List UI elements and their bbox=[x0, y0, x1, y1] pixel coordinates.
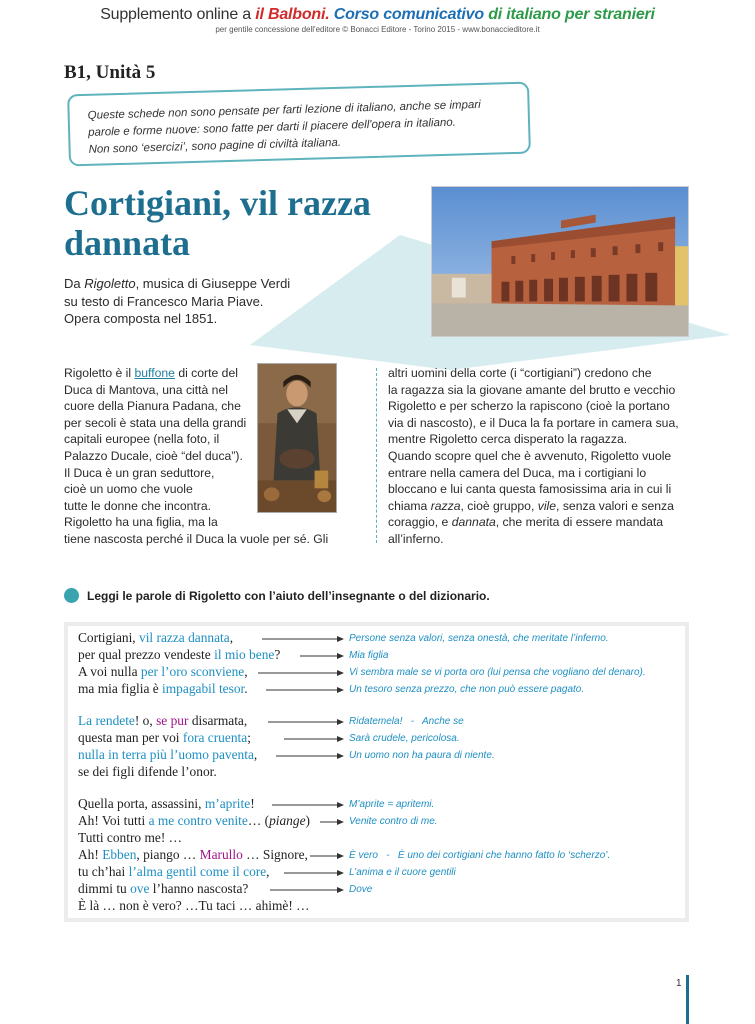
text-fragment: A voi nulla bbox=[78, 664, 138, 679]
text-fragment: per qual prezzo vendeste bbox=[78, 647, 211, 662]
arrow-icon bbox=[320, 818, 344, 826]
lyric-line bbox=[78, 630, 233, 646]
lyric-line: se dei figli difende l’onor. bbox=[78, 764, 217, 779]
text-fragment: dannata bbox=[451, 515, 496, 530]
palazzo-ducale-photo bbox=[431, 186, 689, 337]
story-line: Quando scopre quel che è avvenuto, Rigoletto vuole bbox=[388, 448, 672, 463]
highlighted-phrase: il mio bene bbox=[214, 647, 275, 662]
text-fragment: … ( bbox=[247, 813, 270, 828]
publisher-credit: per gentile concessione dell'editore © Bonacci Editore - Torino 2015 - www.bonaccieditore.it bbox=[215, 25, 540, 34]
arrow-icon bbox=[272, 801, 344, 809]
highlighted-phrase: a me contro venite bbox=[148, 813, 248, 828]
instruction-text: Leggi le parole di Rigoletto con l’aiuto dell’insegnante o del dizionario. bbox=[87, 588, 490, 603]
highlighted-phrase: ove bbox=[130, 881, 150, 896]
supplement-line bbox=[0, 6, 755, 24]
gloss-text: L’anima e il cuore gentili bbox=[349, 867, 456, 878]
lyric-line bbox=[78, 847, 308, 863]
lyric-line bbox=[78, 813, 310, 829]
text-fragment: , bbox=[244, 664, 248, 679]
page-marker-bar bbox=[686, 975, 689, 1024]
text-fragment: ma mia figlia è bbox=[78, 681, 159, 696]
arrow-icon bbox=[262, 635, 344, 643]
text-fragment: ) bbox=[305, 813, 310, 828]
story-line bbox=[64, 365, 254, 382]
gloss-text: M’aprite = apritemi. bbox=[349, 799, 435, 810]
unit-label: B1, Unità 5 bbox=[64, 62, 156, 83]
lyric-line bbox=[78, 730, 251, 746]
highlighted-phrase: vil razza dannata bbox=[139, 630, 230, 645]
text-fragment: ; bbox=[247, 730, 251, 745]
lyric-line bbox=[78, 796, 255, 812]
story-line bbox=[388, 514, 688, 531]
text-fragment: . bbox=[244, 681, 248, 696]
gloss-text: Vi sembra male se vi porta oro (lui pensa che vogliano del denaro). bbox=[349, 667, 646, 678]
buffone-link[interactable]: buffone bbox=[134, 366, 175, 380]
text-fragment: chiama bbox=[388, 498, 428, 513]
lyric-line bbox=[78, 664, 248, 680]
text-fragment: l’hanno nascosta? bbox=[152, 881, 249, 896]
text-fragment: Ah! Voi tutti bbox=[78, 813, 146, 828]
text-fragment: razza bbox=[430, 498, 461, 513]
intro-line: Non sono ‘esercizi’, sono pagine di civiltà italiana. bbox=[88, 136, 342, 156]
jester-portrait bbox=[257, 363, 337, 513]
text-fragment: Cortigiani, bbox=[78, 630, 136, 645]
text-fragment: , piango … bbox=[136, 847, 197, 862]
story-line: la ragazza sia la giovane amante del brutto e vecchio bbox=[388, 382, 676, 397]
stage-direction: piange bbox=[269, 813, 306, 828]
credit-year: Opera composta nel 1851. bbox=[64, 311, 218, 326]
story-line: via di nascosto), e il Duca la fa portare in camera sua, bbox=[388, 415, 679, 430]
arrow-icon bbox=[258, 669, 344, 677]
story-line: per secoli è stata una della grandi bbox=[64, 415, 247, 430]
opera-name: Rigoletto bbox=[84, 276, 136, 291]
text-fragment: , bbox=[266, 864, 270, 879]
title-line: dannata bbox=[64, 223, 191, 263]
story-line: all’inferno. bbox=[388, 531, 444, 546]
story-line: Rigoletto e per scherzo la rapiscono (cioè la portano bbox=[388, 399, 670, 414]
text-fragment: coraggio, e bbox=[388, 515, 449, 530]
story-column-right bbox=[388, 365, 688, 548]
arrow-icon bbox=[284, 869, 344, 877]
gloss-text: Venite contro di me. bbox=[349, 816, 438, 827]
page-header bbox=[0, 6, 755, 34]
story-line: entrare nella camera del Duca, ma i cortigiani lo bbox=[388, 465, 647, 480]
highlighted-phrase: per l’oro sconviene bbox=[140, 664, 245, 679]
highlighted-phrase: fora cruenta bbox=[182, 730, 248, 745]
text-fragment: ? bbox=[274, 647, 281, 662]
highlighted-phrase: Ebben bbox=[102, 847, 137, 862]
gloss-text: Persone senza valori, senza onestà, che meritate l’inferno. bbox=[349, 633, 609, 644]
arrow-icon bbox=[268, 718, 344, 726]
text-fragment: , bbox=[229, 630, 234, 645]
lyric-line bbox=[78, 647, 280, 663]
credit-text: , musica di Giuseppe Verdi bbox=[135, 276, 291, 291]
story-line: capitali europee (nella foto, il bbox=[64, 432, 220, 447]
text-fragment: vile bbox=[537, 498, 557, 513]
column-divider bbox=[376, 368, 377, 543]
text-fragment: , che merita di essere mandata bbox=[495, 515, 664, 530]
arrow-icon bbox=[284, 735, 344, 743]
intro-box bbox=[67, 82, 531, 167]
story-line: Palazzo Ducale, cioè “del duca”). bbox=[64, 448, 243, 463]
text-fragment: Quella porta, assassini, bbox=[78, 796, 202, 811]
lyric-line bbox=[78, 681, 248, 697]
page-number: 1 bbox=[676, 978, 682, 989]
story-line: tiene nascosta perché il Duca la vuole per sé. Gli bbox=[64, 531, 329, 546]
story-line: Il Duca è un gran seduttore, bbox=[64, 465, 215, 480]
arrow-icon bbox=[276, 752, 344, 760]
highlighted-phrase: l’alma gentil come il core bbox=[128, 864, 267, 879]
text-fragment: dimmi tu bbox=[78, 881, 127, 896]
arrow-icon bbox=[310, 852, 344, 860]
arrow-icon bbox=[270, 886, 344, 894]
credit-text: su testo di Francesco Maria Piave. bbox=[64, 293, 264, 309]
gloss-text: Un tesoro senza prezzo, che non può essere pagato. bbox=[349, 684, 585, 695]
highlighted-phrase: Marullo bbox=[199, 847, 243, 862]
highlighted-phrase: La rendete bbox=[78, 713, 135, 728]
story-line: Duca di Mantova, una città nel bbox=[64, 382, 228, 397]
text-fragment: Ah! bbox=[78, 847, 99, 862]
text-fragment: , bbox=[253, 747, 258, 762]
highlighted-phrase: m’aprite bbox=[204, 796, 251, 811]
text-fragment: di corte del bbox=[178, 366, 238, 380]
title-line: Cortigiani, vil razza bbox=[64, 183, 371, 223]
story-line: bloccano e lui canta questa famosissima aria in cui li bbox=[388, 482, 672, 497]
course-name-part2: di italiano per stranieri bbox=[488, 6, 655, 23]
text-fragment: , senza valori e senza bbox=[556, 498, 674, 513]
gloss-text: Sarà crudele, pericolosa. bbox=[349, 733, 460, 744]
brand-name: il Balboni. bbox=[255, 6, 330, 23]
gloss-text: Un uomo non ha paura di niente. bbox=[349, 750, 495, 761]
text-fragment: ! o, bbox=[134, 713, 153, 728]
instruction-bullet-icon bbox=[64, 588, 79, 603]
story-line: cuore della Pianura Padana, che bbox=[64, 399, 241, 414]
text-fragment: , cioè gruppo, bbox=[460, 498, 535, 513]
story-line: altri uomini della corte (i “cortigiani”) credono che bbox=[388, 366, 652, 380]
lyric-line bbox=[78, 747, 257, 763]
lyric-line: È là … non è vero? …Tu taci … ahimè! … bbox=[78, 898, 310, 913]
supplement-text: Supplemento online a bbox=[100, 6, 251, 23]
page-title bbox=[64, 183, 371, 263]
lyric-line bbox=[78, 864, 270, 880]
highlighted-phrase: nulla in terra più l’uomo paventa bbox=[78, 747, 254, 762]
text-fragment: ! bbox=[250, 796, 255, 811]
highlighted-phrase: impagabil tesor bbox=[162, 681, 245, 696]
gloss-text: Dove bbox=[349, 884, 373, 895]
text-fragment: questa man per voi bbox=[78, 730, 180, 745]
lyric-line: Tutti contro me! … bbox=[78, 830, 183, 845]
lyric-line bbox=[78, 713, 247, 729]
gloss-text: È vero - È uno dei cortigiani che hanno fatto lo ‘scherzo’. bbox=[349, 850, 611, 861]
credit-text: Da bbox=[64, 276, 81, 291]
intro-line: parole e forme nuove: sono fatte per darti il piacere dell'opera in italiano. bbox=[87, 116, 457, 139]
arrow-icon bbox=[300, 652, 344, 660]
gloss-text: Ridatemela! - Anche se bbox=[349, 716, 464, 727]
opera-credits bbox=[64, 275, 290, 328]
story-line: mentre Rigoletto cerca disperato la ragazza. bbox=[388, 432, 628, 447]
course-name-part1: Corso comunicativo bbox=[333, 6, 484, 23]
highlighted-phrase: se pur bbox=[156, 713, 189, 728]
arrow-icon bbox=[266, 686, 344, 694]
lyric-line bbox=[78, 881, 248, 897]
intro-line: Queste schede non sono pensate per farti lezione di italiano, anche se impari bbox=[87, 98, 481, 122]
story-line: cioè un uomo che vuole bbox=[64, 482, 193, 497]
story-line: Rigoletto ha una figlia, ma la bbox=[64, 515, 218, 530]
text-fragment: tu ch’hai bbox=[78, 864, 126, 879]
instruction bbox=[64, 588, 490, 603]
gloss-text: Mia figlia bbox=[349, 650, 389, 661]
story-line: tutte le donne che incontra. bbox=[64, 498, 212, 513]
text-fragment: … Signore, bbox=[246, 847, 308, 862]
story-line bbox=[388, 498, 688, 515]
text-fragment: disarmata, bbox=[191, 713, 248, 728]
text-fragment: Rigoletto è il bbox=[64, 366, 132, 380]
